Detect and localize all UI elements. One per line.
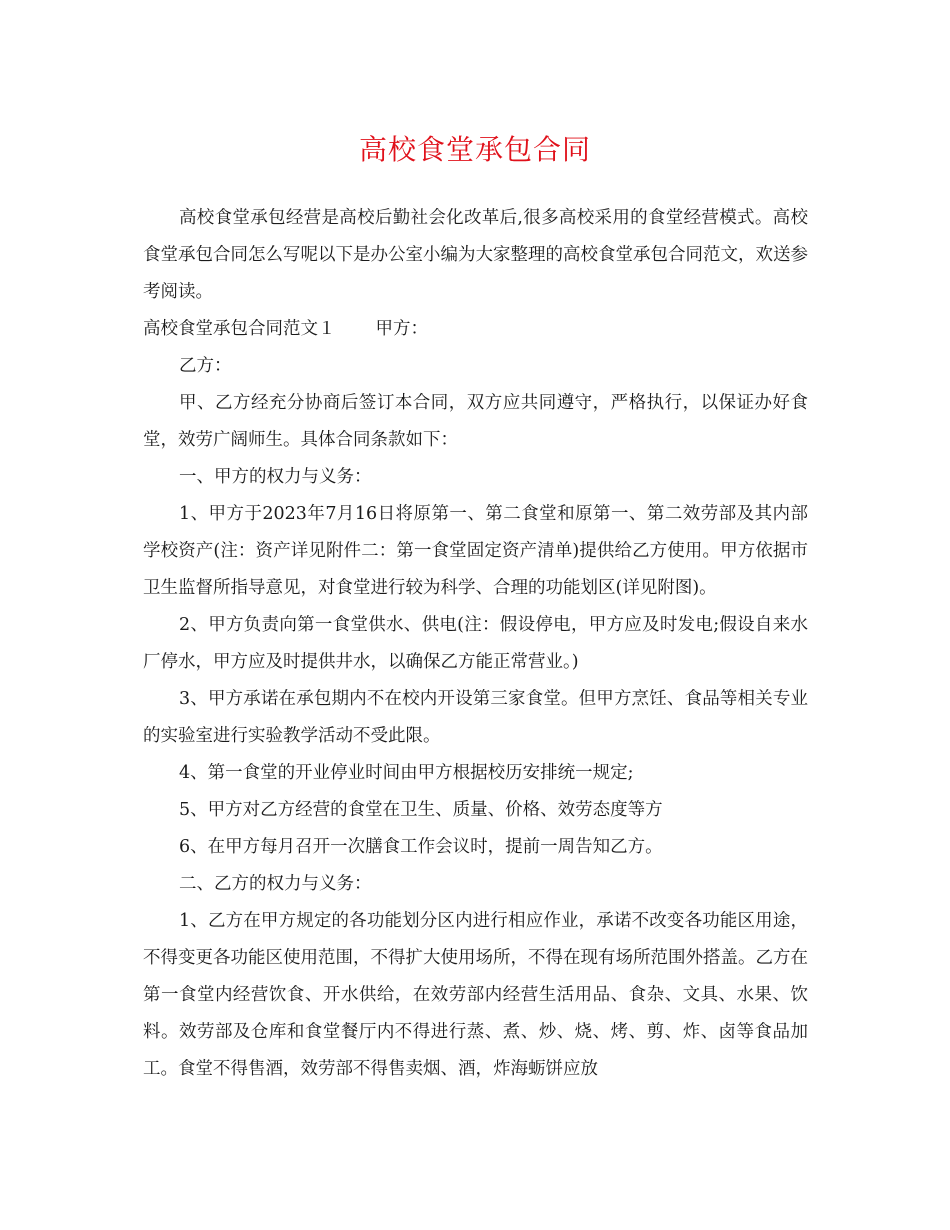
sample-heading: 高校食堂承包合同范文１	[143, 319, 336, 339]
document-body	[143, 200, 808, 1088]
sample-heading-line	[143, 311, 808, 348]
clause-b-1: 1、乙方在甲方规定的各功能划分区内进行相应作业，承诺不改变各功能区用途，不得变更各功能区使用范围，不得扩大使用场所，不得在现有场所范围外搭盖。乙方在第一食堂内经营饮食、开水供给，在效劳部内经营生活用品、食杂、文具、水果、饮料。效劳部及仓库和食堂餐厅内不得进行蒸、煮、炒、烧、烤、剪、炸、卤等食品加工。食堂不得售酒，效劳部不得售卖烟、酒，炸海蛎饼应放	[143, 911, 808, 1079]
clause-a-3: 3、甲方承诺在承包期内不在校内开设第三家食堂。但甲方烹饪、食品等相关专业的实验室进行实验教学活动不受此限。	[143, 689, 808, 746]
clause-a-5: 5、甲方对乙方经营的食堂在卫生、质量、价格、效劳态度等方	[179, 800, 663, 820]
intro-paragraph: 高校食堂承包经营是高校后勤社会化改革后,很多高校采用的食堂经营模式。高校食堂承包合同怎么写呢以下是办公室小编为大家整理的高校食堂承包合同范文，欢送参考阅读。	[143, 208, 808, 302]
party-a-label: 甲方：	[375, 319, 428, 339]
clause-a-2: 2、甲方负责向第一食堂供水、供电(注：假设停电，甲方应及时发电;假设自来水厂停水，甲方应及时提供井水，以确保乙方能正常营业。)	[143, 615, 808, 672]
clause-a-6: 6、在甲方每月召开一次膳食工作会议时，提前一周告知乙方。	[179, 837, 663, 857]
clause-a-4: 4、第一食堂的开业停业时间由甲方根据校历安排统一规定;	[179, 763, 634, 783]
section-heading-party-a: 一、甲方的权力与义务：	[179, 467, 372, 487]
section-heading-party-b: 二、乙方的权力与义务：	[179, 874, 372, 894]
clause-a-1: 1、甲方于2023年7月16日将原第一、第二食堂和原第一、第二效劳部及其内部学校资产(注：资产详见附件二：第一食堂固定资产清单)提供给乙方使用。甲方依据市卫生监督所指导意见，对食堂进行较为科学、合理的功能划区(详见附图)。	[143, 504, 808, 598]
document-title: 高校食堂承包合同	[358, 133, 591, 166]
preamble-paragraph: 甲、乙方经充分协商后签订本合同，双方应共同遵守，严格执行，以保证办好食堂，效劳广阔师生。具体合同条款如下：	[143, 393, 808, 450]
party-b-label: 乙方：	[179, 356, 232, 376]
